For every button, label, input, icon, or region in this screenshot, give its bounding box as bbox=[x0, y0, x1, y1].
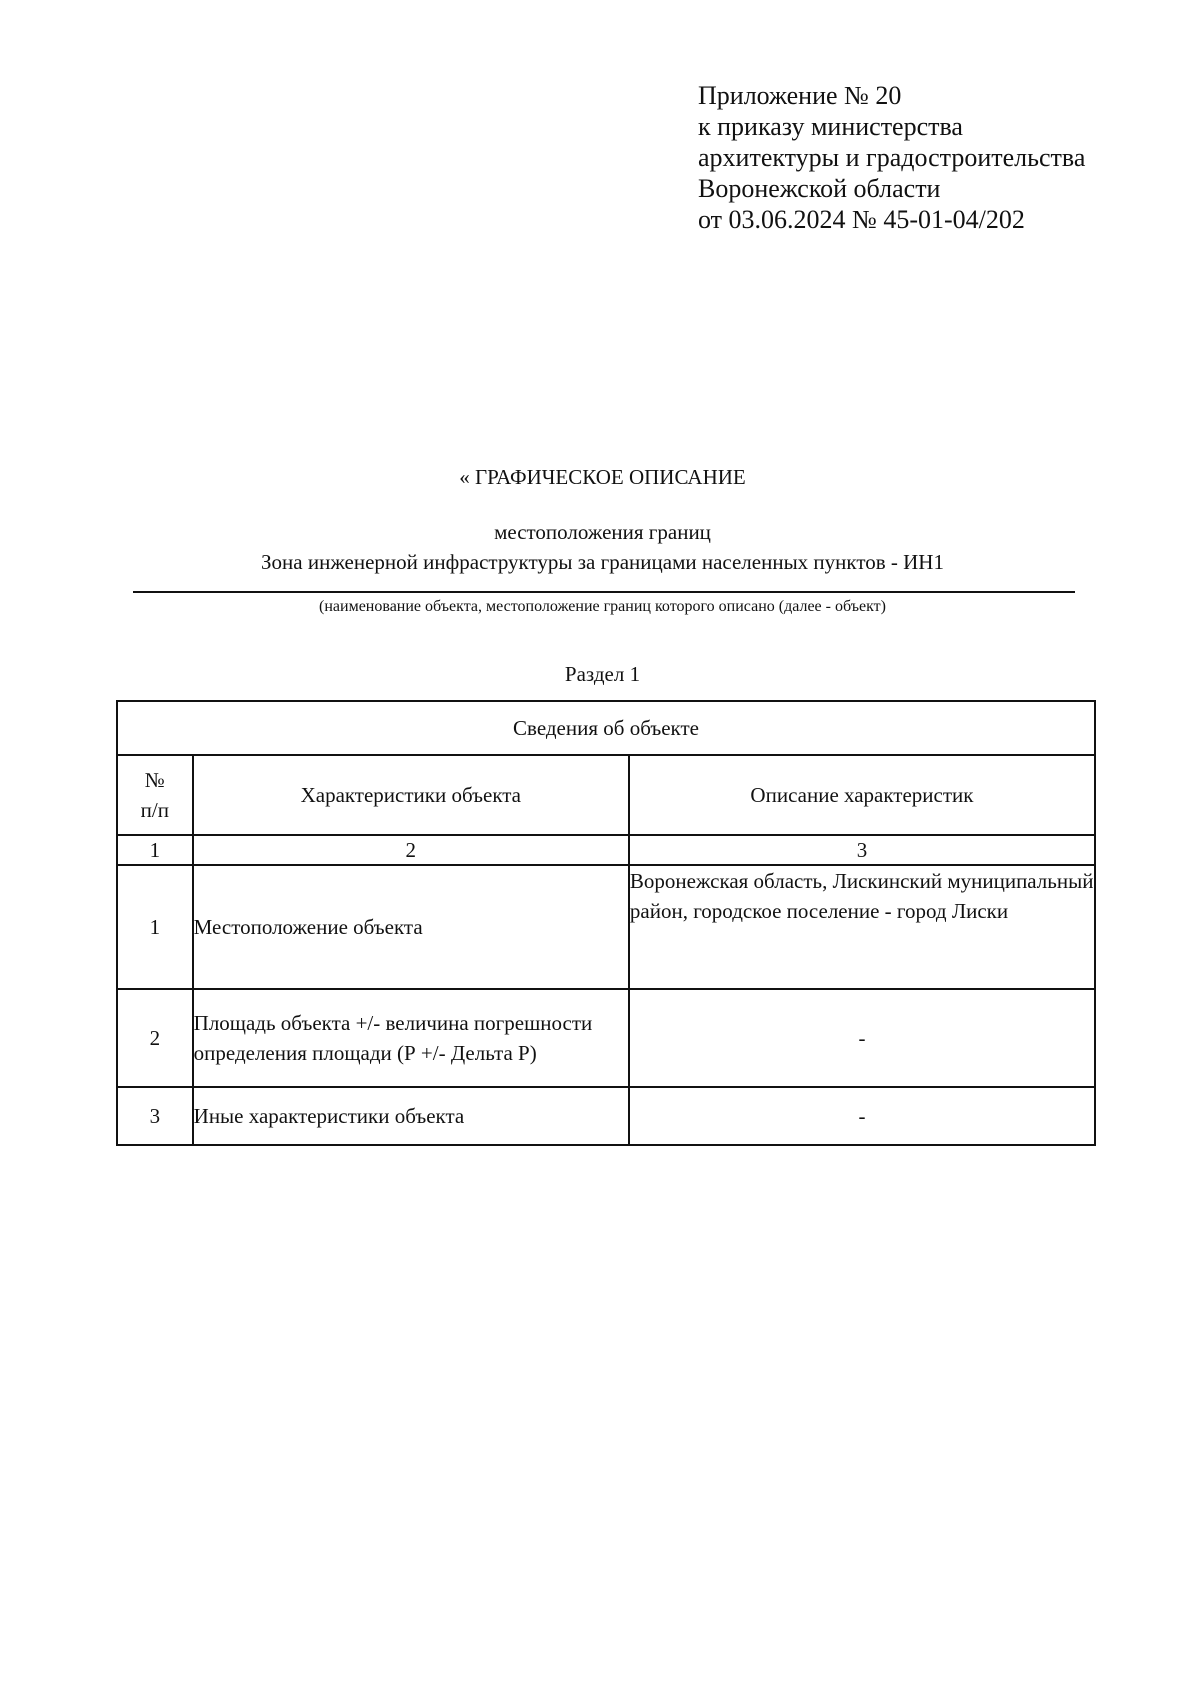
subtitle-line-2: Зона инженерной инфраструктуры за границами населенных пунктов - ИН1 bbox=[261, 550, 944, 574]
row-description: - bbox=[629, 1087, 1095, 1145]
table-header-row bbox=[117, 755, 1095, 835]
row-description: Воронежская область, Лискинский муниципальный район, городское поселение - город Лиски bbox=[629, 865, 1095, 989]
row-number: 2 bbox=[117, 989, 193, 1087]
row-number: 3 bbox=[117, 1087, 193, 1145]
section-label: Раздел 1 bbox=[564, 662, 641, 686]
column-number: 3 bbox=[629, 835, 1095, 865]
table-row bbox=[117, 989, 1095, 1087]
subtitle-line-1: местоположения границ bbox=[494, 520, 711, 544]
row-characteristic: Местоположение объекта bbox=[193, 865, 629, 989]
row-characteristic: Площадь объекта +/- величина погрешности определения площади (Р +/- Дельта Р) bbox=[193, 989, 629, 1087]
document-subtitle bbox=[0, 517, 1200, 577]
header-characteristics: Характеристики объекта bbox=[193, 755, 629, 835]
column-number-row bbox=[117, 835, 1095, 865]
header-num-line-2: п/п bbox=[140, 798, 169, 822]
header-num bbox=[117, 755, 193, 835]
column-number: 2 bbox=[193, 835, 629, 865]
row-characteristic: Иные характеристики объекта bbox=[193, 1087, 629, 1145]
appendix-block bbox=[698, 80, 1178, 235]
header-num-line-1: № bbox=[144, 768, 165, 792]
table-caption-row bbox=[117, 701, 1095, 755]
table-caption: Сведения об объекте bbox=[117, 701, 1095, 755]
object-info-table bbox=[116, 700, 1096, 1146]
column-number: 1 bbox=[117, 835, 193, 865]
document-title: « ГРАФИЧЕСКОЕ ОПИСАНИЕ bbox=[459, 465, 746, 489]
table-row bbox=[117, 865, 1095, 989]
object-name-caption: (наименование объекта, местоположение границ которого описано (далее - объект) bbox=[319, 598, 886, 615]
appendix-line: архитектуры и градостроительства bbox=[698, 143, 1086, 172]
appendix-line: Воронежской области bbox=[698, 174, 941, 203]
row-description: - bbox=[629, 989, 1095, 1087]
header-description: Описание характеристик bbox=[629, 755, 1095, 835]
object-name-rule bbox=[133, 591, 1075, 593]
appendix-line: к приказу министерства bbox=[698, 112, 963, 141]
row-number: 1 bbox=[117, 865, 193, 989]
appendix-line: Приложение № 20 bbox=[698, 81, 902, 110]
table-row bbox=[117, 1087, 1095, 1145]
appendix-line: от 03.06.2024 № 45-01-04/202 bbox=[698, 205, 1025, 234]
